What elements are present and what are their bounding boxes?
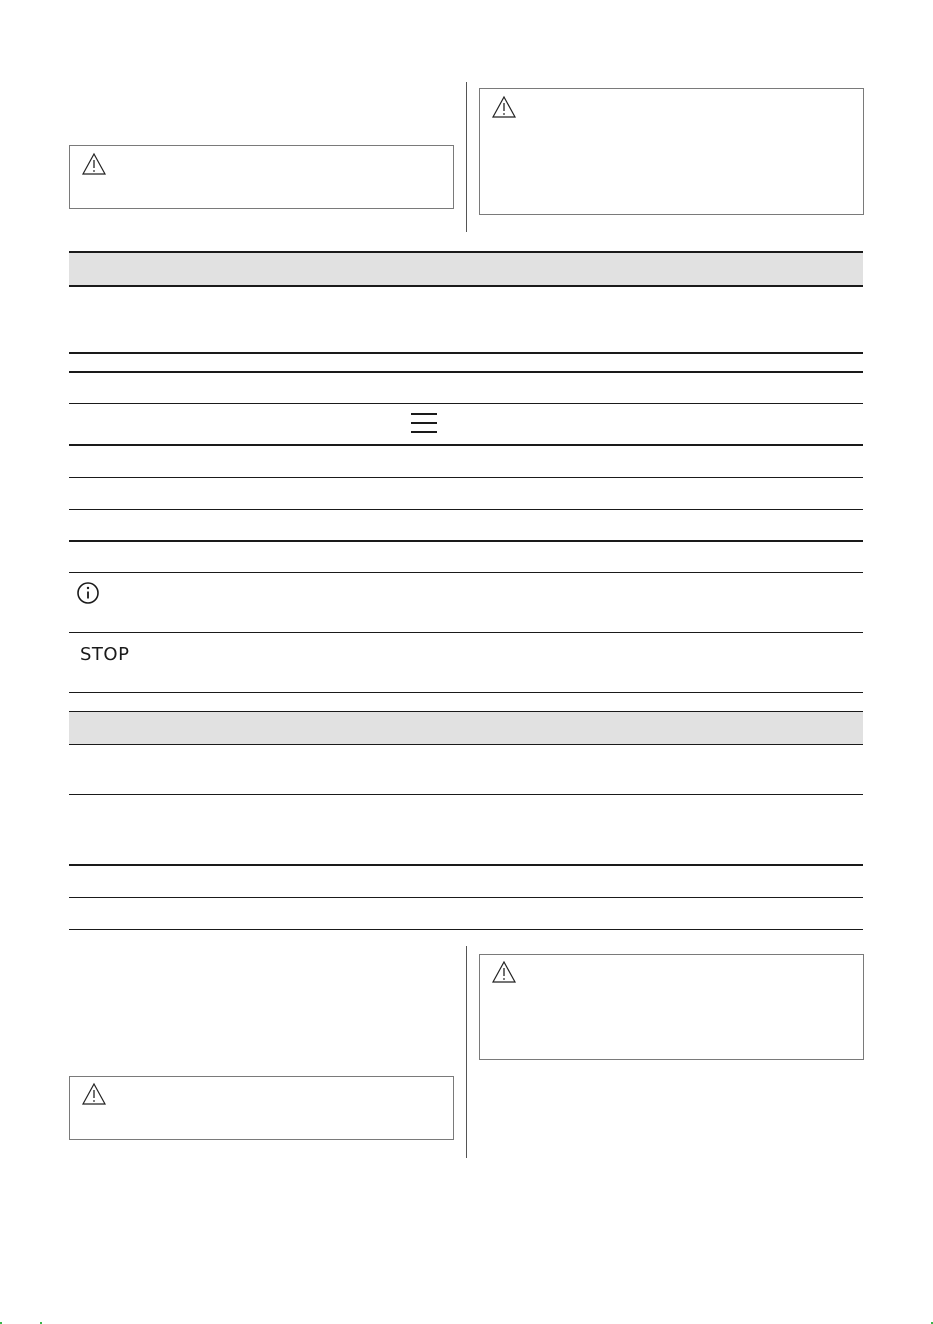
table1-row-rule xyxy=(69,403,863,404)
warning-triangle-icon xyxy=(491,960,517,984)
warning-box-top-right xyxy=(479,88,864,215)
warning-box-bottom-left xyxy=(69,1076,454,1140)
warning-triangle-icon xyxy=(81,1082,107,1106)
info-circle-icon xyxy=(76,581,100,605)
table1-row-rule xyxy=(69,477,863,478)
warning-triangle-icon xyxy=(491,95,517,119)
table1-row-rule xyxy=(69,352,863,354)
table2-row-rule xyxy=(69,897,863,898)
warning-box-bottom-right xyxy=(479,954,864,1060)
table1-row-rule xyxy=(69,371,863,373)
table1-bottom-rule xyxy=(69,692,863,693)
table1-row-rule xyxy=(69,509,863,510)
column-divider-bottom xyxy=(466,946,467,1158)
table2-bottom-rule xyxy=(69,929,863,930)
stop-label: STOP xyxy=(80,644,130,665)
warning-triangle-icon xyxy=(81,152,107,176)
table2-row-rule xyxy=(69,864,863,866)
table1-row-rule xyxy=(69,572,863,573)
column-divider-top xyxy=(466,82,467,232)
table1-row-rule xyxy=(69,540,863,542)
table2-header-band xyxy=(69,712,863,744)
table1-header-band xyxy=(69,253,863,285)
hamburger-menu-icon xyxy=(411,413,437,435)
table1-row-rule xyxy=(69,444,863,446)
table2-row-rule xyxy=(69,794,863,795)
warning-box-top-left xyxy=(69,145,454,209)
table1-row-rule xyxy=(69,632,863,633)
table2-header-rule xyxy=(69,744,863,745)
table1-header-rule xyxy=(69,285,863,287)
